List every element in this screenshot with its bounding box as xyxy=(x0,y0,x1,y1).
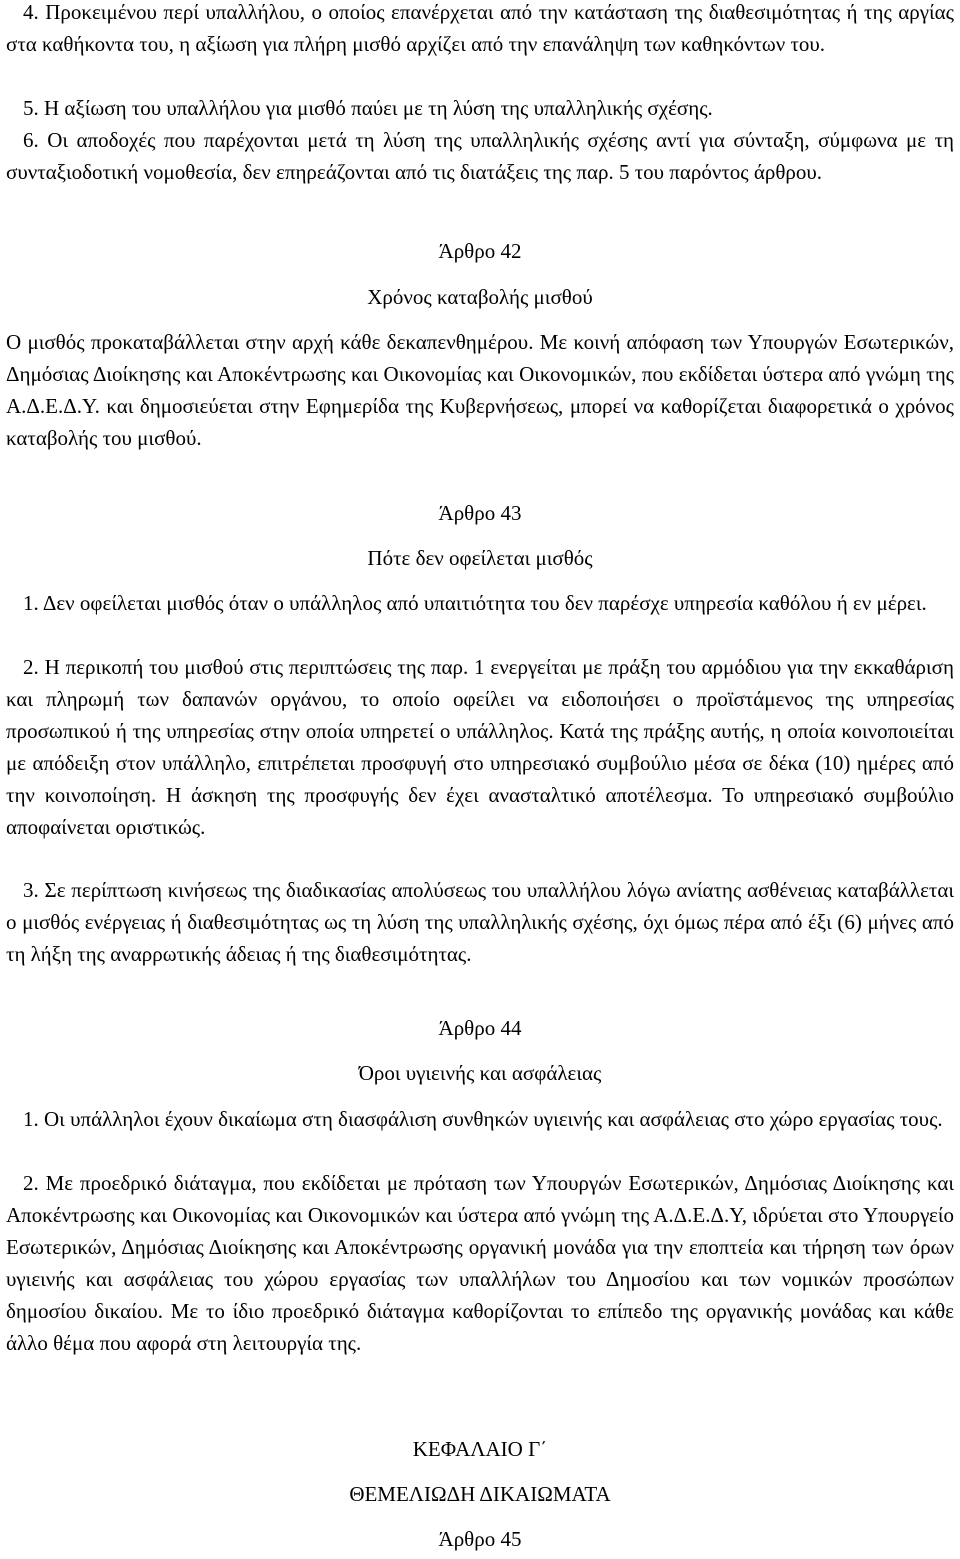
paragraph-6 xyxy=(6,125,954,189)
paragraph-4 xyxy=(6,0,954,61)
article-42-body: Ο μισθός προκαταβάλλεται στην αρχή κάθε δεκαπενθημέρου. Με κοινή απόφαση των Υπουργών Εσωτερικών, Δημόσιας Διοίκησης και Αποκέντρωσης και Οικονομίας και Οικονομικών, που εκδίδεται ύστερα από γνώμη της Α.Δ.Ε.Δ.Υ. και δημοσιεύεται στην Εφημερίδα της Κυβερνήσεως, μπορεί να καθορίζεται διαφορετικά ο χρόνος καταβολής του μισθού. xyxy=(6,330,954,450)
article-43-paragraph-2-text: 2. Η περικοπή του μισθού στις περιπτώσεις της παρ. 1 ενεργείται με πράξη του αρμόδιου για την εκκαθάριση και πληρωμή των δαπανών οργάνου, το οποίο οφείλει να ειδοποιήσει ο προϊστάμενος της υπηρεσίας προσωπικού ή της υπηρεσίας στην οποία υπηρετεί ο υπάλληλος. Κατά της πράξης αυτής, η οποία κοινοποιείται με απόδειξη στον υπάλληλο, επιτρέπεται προσφυγή στο υπηρεσιακό συμβούλιο μέσα σε δέκα (10) ημέρες από την κοινοποίηση. Η άσκηση της προσφυγής δεν έχει ανασταλτικό αποτέλεσμα. Το υπηρεσιακό συμβούλιο αποφαίνεται οριστικώς. xyxy=(6,655,954,839)
article-44-paragraph-2-text: 2. Με προεδρικό διάταγμα, που εκδίδεται με πρόταση των Υπουργών Εσωτερικών, Δημόσιας Διοίκησης και Αποκέντρωσης και Οικονομίας και Οικονομικών και ύστερα από γνώμη της Α.Δ.Ε.Δ.Υ, ιδρύεται στο Υπουργείο Εσωτερικών, Δημόσιας Διοίκησης και Αποκέντρωσης οργανική μονάδα για την εποπτεία και τήρηση των όρων υγιεινής και ασφάλειας του χώρου εργασίας των υπαλλήλων του Δημοσίου και των νομικών προσώπων δημοσίου δικαίου. Με το ίδιο προεδρικό διάταγμα καθορίζονται το επίπεδο της οργανικής μονάδας και κάθε άλλο θέμα που αφορά στη λειτουργία της. xyxy=(6,1171,954,1355)
paragraph-4-text: 4. Προκειμένου περί υπαλλήλου, ο οποίος επανέρχεται από την κατάσταση της διαθεσιμότητας ή της αργίας στα καθήκοντα του, η αξίωση για πλήρη μισθό αρχίζει από την επανάληψη των καθηκόντων του. xyxy=(6,0,954,56)
article-43-paragraph-3-text: 3. Σε περίπτωση κινήσεως της διαδικασίας απολύσεως του υπαλλήλου λόγω ανίατης ασθένειας καταβάλλεται ο μισθός ενέργειας ή διαθεσιμότητας ως τη λύση της υπαλληλικής σχέσης, όχι όμως πέρα από έξι (6) μήνες από τη λήξη της αναρρωτικής άδειας ή της διαθεσιμότητας. xyxy=(6,878,954,966)
chapter-title: ΘΕΜΕΛΙΩΔΗ ΔΙΚΑΙΩΜΑΤΑ xyxy=(349,1482,611,1506)
article-44-title: Όροι υγιεινής και ασφάλειας xyxy=(358,1061,602,1085)
paragraph-5 xyxy=(6,93,954,125)
article-43-heading: Άρθρο 43 xyxy=(438,501,522,525)
article-44-paragraph-2 xyxy=(6,1168,954,1359)
article-43-paragraph-3 xyxy=(6,875,954,971)
chapter-heading: ΚΕΦΑΛΑΙΟ Γ΄ xyxy=(412,1437,548,1461)
article-42-title: Χρόνος καταβολής μισθού xyxy=(367,285,593,309)
article-44-heading: Άρθρο 44 xyxy=(438,1016,522,1040)
article-43-paragraph-2 xyxy=(6,652,954,843)
article-43-paragraph-1 xyxy=(6,588,954,620)
article-44-paragraph-1 xyxy=(6,1104,954,1136)
paragraph-5-text: 5. Η αξίωση του υπαλλήλου για μισθό παύει με τη λύση της υπαλληλικής σχέσης. xyxy=(23,96,713,120)
article-45-heading: Άρθρο 45 xyxy=(438,1527,522,1551)
article-44-paragraph-1-text: 1. Οι υπάλληλοι έχουν δικαίωμα στη διασφάλιση συνθηκών υγιεινής και ασφάλειας στο χώρο εργασίας τους. xyxy=(23,1107,943,1131)
article-43-title: Πότε δεν οφείλεται μισθός xyxy=(367,546,593,570)
paragraph-6-text: 6. Οι αποδοχές που παρέχονται μετά τη λύση της υπαλληλικής σχέσης αντί για σύνταξη, σύμφωνα με τη συνταξιοδοτική νομοθεσία, δεν επηρεάζονται από τις διατάξεις της παρ. 5 του παρόντος άρθρου. xyxy=(6,128,954,184)
article-43-paragraph-1-text: 1. Δεν οφείλεται μισθός όταν ο υπάλληλος από υπαιτιότητα του δεν παρέσχε υπηρεσία καθόλου ή εν μέρει. xyxy=(23,591,927,615)
article-42-heading: Άρθρο 42 xyxy=(438,239,522,263)
